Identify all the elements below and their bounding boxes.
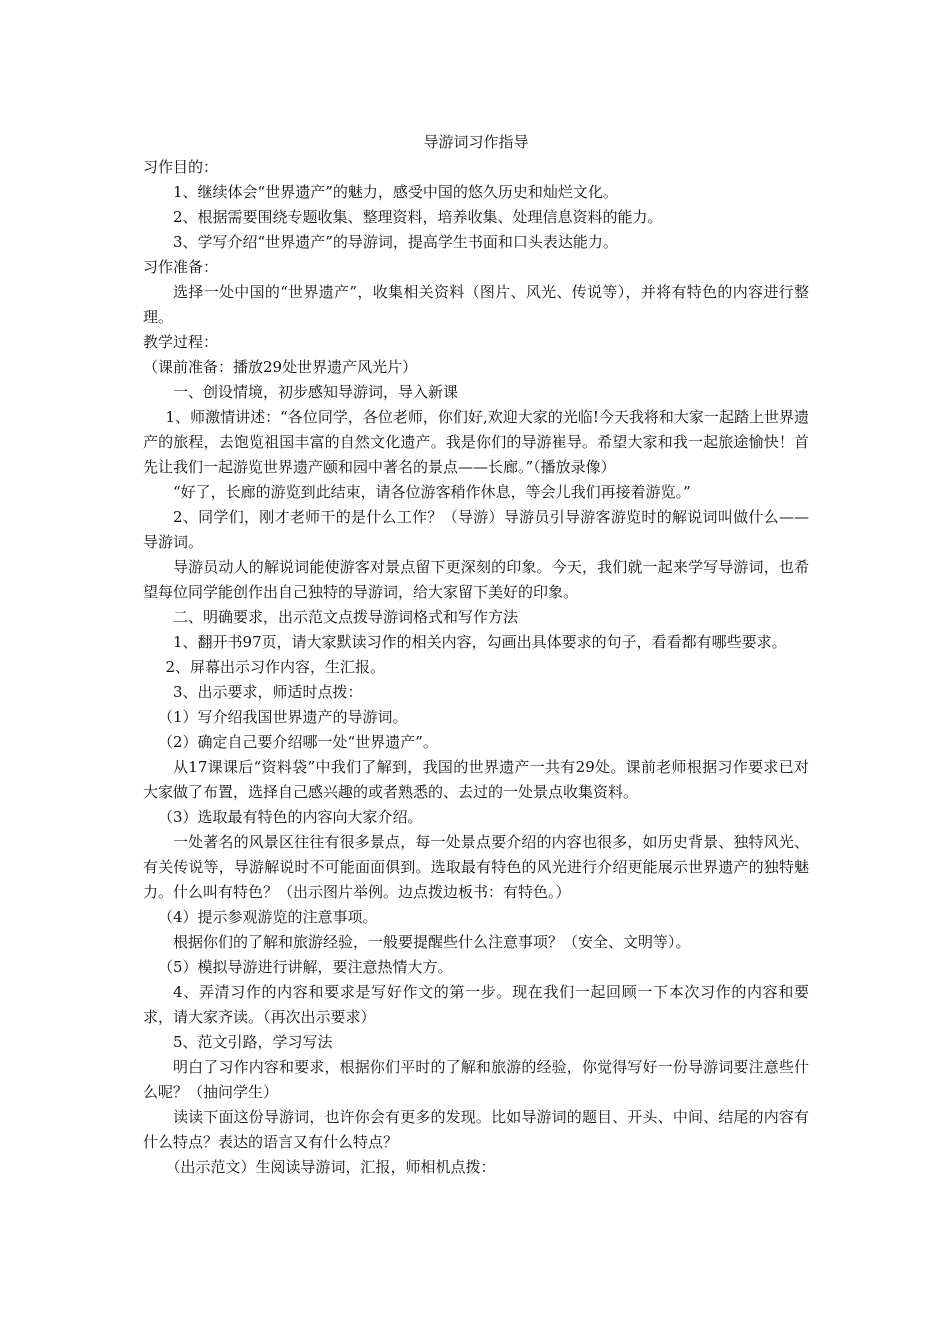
paragraph: 一、创设情境，初步感知导游词，导入新课	[173, 383, 459, 401]
paragraph: 2、屏幕出示习作内容，生汇报。	[165, 658, 386, 676]
paragraph: 1、翻开书97页，请大家默读习作的相关内容，勾画出具体要求的句子，看看都有哪些要求。	[173, 633, 787, 651]
paragraph: 根据你们的了解和旅游经验，一般要提醒些什么注意事项？（安全、文明等）。	[173, 933, 691, 951]
paragraph: 1、师激情讲述：“各位同学，各位老师，你们好,欢迎大家的光临!今天我将和大家一起踏上世界遗产的旅程，去饱览祖国丰富的自然文化遗产。我是你们的导游崔导。希望大家和我一起旅途愉快！首先让我们一起游览世界遗产颐和园中著名的景点——长廊。”（播放录像）	[143, 408, 809, 476]
paragraph: 选择一处中国的“世界遗产”，收集相关资料（图片、风光、传说等），并将有特色的内容进行整理。	[143, 283, 809, 326]
paragraph: 3、出示要求，师适时点拨：	[173, 683, 363, 701]
paragraph: 3、学写介绍“世界遗产”的导游词，提高学生书面和口头表达能力。	[173, 233, 618, 251]
document-title: 导游词习作指导	[423, 133, 529, 151]
paragraph: 4、弄清习作的内容和要求是写好作文的第一步。现在我们一起回顾一下本次习作的内容和要求，请大家齐读。（再次出示要求）	[143, 983, 809, 1026]
paragraph: （1）写介绍我国世界遗产的导游词。	[158, 708, 408, 726]
paragraph: 明白了习作内容和要求，根据你们平时的了解和旅游的经验，你觉得写好一份导游词要注意些什么呢？（抽问学生）	[143, 1058, 809, 1101]
paragraph: （课前准备：播放29处世界遗产风光片）	[143, 358, 418, 376]
paragraph: 2、根据需要围绕专题收集、整理资料，培养收集、处理信息资料的能力。	[173, 208, 663, 226]
paragraph: 二、明确要求，出示范文点拨导游词格式和写作方法	[173, 608, 519, 626]
paragraph: 从17课课后“资料袋”中我们了解到，我国的世界遗产一共有29处。课前老师根据习作要求已对大家做了布置，选择自己感兴趣的或者熟悉的、去过的一处景点收集资料。	[143, 758, 809, 801]
paragraph-list	[143, 155, 809, 1180]
paragraph: （3）选取最有特色的内容向大家介绍。	[158, 808, 423, 826]
paragraph: 读读下面这份导游词，也许你会有更多的发现。比如导游词的题目、开头、中间、结尾的内容有什么特点？表达的语言又有什么特点？	[143, 1108, 809, 1151]
paragraph: 2、同学们，刚才老师干的是什么工作？（导游）导游员引导游客游览时的解说词叫做什么——导游词。	[143, 508, 809, 551]
paragraph: 1、继续体会“世界遗产”的魅力，感受中国的悠久历史和灿烂文化。	[173, 183, 618, 201]
paragraph: 5、范文引路，学习写法	[173, 1033, 333, 1051]
document-body	[143, 130, 809, 1180]
section-heading: 习作准备：	[143, 258, 219, 276]
paragraph: （5）模拟导游进行讲解，要注意热情大方。	[158, 958, 453, 976]
paragraph: 导游员动人的解说词能使游客对景点留下更深刻的印象。今天，我们就一起来学写导游词，也希望每位同学能创作出自己独特的导游词，给大家留下美好的印象。	[143, 558, 809, 601]
section-heading: 教学过程：	[143, 333, 219, 351]
section-heading: 习作目的：	[143, 158, 219, 176]
paragraph: （4）提示参观游览的注意事项。	[158, 908, 378, 926]
paragraph: （2）确定自己要介绍哪一处“世界遗产”。	[158, 733, 438, 751]
paragraph: （出示范文）生阅读导游词，汇报，师相机点拨：	[165, 1158, 496, 1176]
paragraph: “好了，长廊的游览到此结束，请各位游客稍作休息，等会儿我们再接着游览。”	[173, 483, 691, 501]
paragraph: 一处著名的风景区往往有很多景点，每一处景点要介绍的内容也很多，如历史背景、独特风光、有关传说等，导游解说时不可能面面俱到。选取最有特色的风光进行介绍更能展示世界遗产的独特魅力。什么叫有特色？（出示图片举例。边点拨边板书：有特色。）	[143, 833, 809, 901]
